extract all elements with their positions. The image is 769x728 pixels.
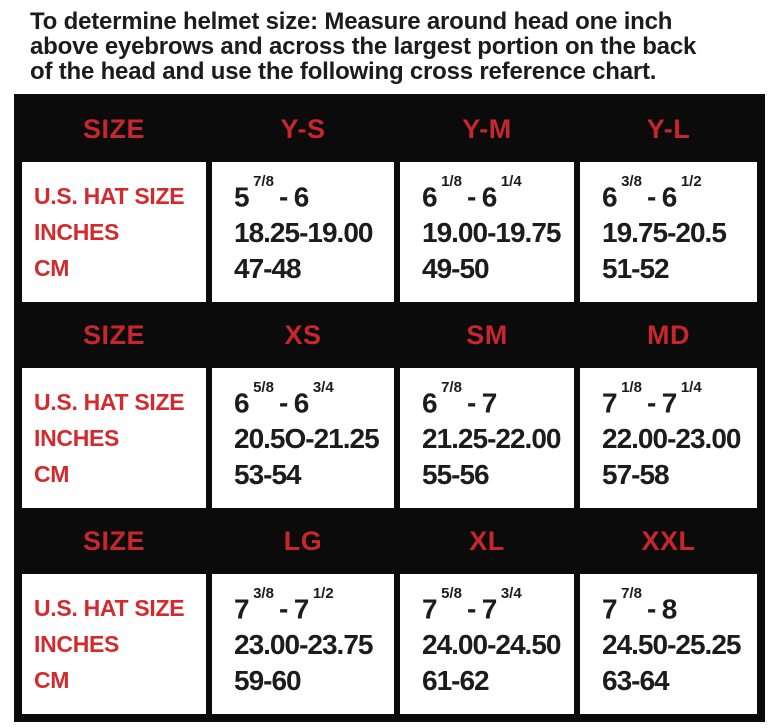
size-option-xxl: XXL	[641, 525, 696, 556]
size-cell-y-m	[400, 162, 574, 302]
cm-value: 57-58	[602, 459, 669, 491]
size-cell-xl	[400, 574, 574, 714]
hat-size-value: 6 $^{3/8}$ - 6 $^{1/2}$	[602, 173, 702, 213]
size-cell-md	[580, 368, 757, 508]
row-labels-cell	[22, 368, 206, 508]
row-label-inches: INCHES	[34, 219, 120, 245]
size-data-row-adult-large	[22, 574, 757, 714]
size-cell-lg	[212, 574, 394, 714]
size-option-y-l: Y-L	[646, 113, 691, 144]
inches-value: 22.00-23.00	[602, 423, 741, 455]
size-data-row-youth	[22, 162, 757, 302]
inches-value: 19.75-20.5	[602, 217, 726, 249]
hat-size-value: 7 $^{1/8}$ - 7 $^{1/4}$	[602, 379, 702, 419]
cm-value: 53-54	[234, 459, 301, 491]
size-cell-y-l	[580, 162, 757, 302]
cm-value: 49-50	[422, 253, 489, 285]
size-chart-table	[14, 94, 765, 722]
inches-value: 23.00-23.75	[234, 629, 373, 661]
hat-size-value: 7 $^{3/8}$ - 7 $^{1/2}$	[234, 585, 334, 625]
inches-value: 24.00-24.50	[422, 629, 561, 661]
size-option-xs: XS	[284, 319, 322, 350]
intro-text	[0, 0, 769, 84]
cm-value: 47-48	[234, 253, 301, 285]
row-label-hat-size: U.S. HAT SIZE	[34, 595, 185, 621]
hat-size-value: 6 $^{1/8}$ - 6 $^{1/4}$	[422, 173, 522, 213]
cm-value: 55-56	[422, 459, 489, 491]
intro-line-1: To determine helmet size: Measure around head one inch	[30, 8, 673, 35]
hat-size-value: 7 $^{7/8}$ - 8	[602, 585, 677, 625]
size-header-label: SIZE	[82, 113, 145, 144]
intro-line-3: of the head and use the following cross reference chart.	[30, 58, 657, 85]
row-label-inches: INCHES	[34, 631, 120, 657]
size-cell-xs	[212, 368, 394, 508]
inches-value: 19.00-19.75	[422, 217, 561, 249]
size-header-row-youth	[22, 102, 757, 156]
row-labels-cell	[22, 574, 206, 714]
hat-size-value: 5 $^{7/8}$ - 6	[234, 173, 309, 213]
size-cell-xxl	[580, 574, 757, 714]
row-label-inches: INCHES	[34, 425, 120, 451]
size-option-md: MD	[647, 319, 690, 350]
cm-value: 59-60	[234, 665, 301, 697]
size-option-y-s: Y-S	[280, 113, 326, 144]
inches-value: 20.5O-21.25	[234, 423, 379, 455]
cm-value: 63-64	[602, 665, 669, 697]
cm-value: 51-52	[602, 253, 669, 285]
row-labels-cell	[22, 162, 206, 302]
size-header-row-adult-small	[22, 308, 757, 362]
hat-size-value: 6 $^{7/8}$ - 7	[422, 379, 497, 419]
intro-line-2: above eyebrows and across the largest portion on the back	[30, 33, 697, 60]
cm-value: 61-62	[422, 665, 489, 697]
row-label-cm: CM	[34, 461, 70, 487]
size-data-row-adult-small	[22, 368, 757, 508]
size-option-xl: XL	[469, 525, 505, 556]
size-header-label: SIZE	[82, 525, 145, 556]
size-header-row-adult-large	[22, 514, 757, 568]
inches-value: 21.25-22.00	[422, 423, 561, 455]
row-label-cm: CM	[34, 667, 70, 693]
size-header-label: SIZE	[82, 319, 145, 350]
size-option-lg: LG	[283, 525, 323, 556]
size-cell-sm	[400, 368, 574, 508]
hat-size-value: 7 $^{5/8}$ - 7 $^{3/4}$	[422, 585, 522, 625]
row-label-hat-size: U.S. HAT SIZE	[34, 183, 185, 209]
size-cell-y-s	[212, 162, 394, 302]
row-label-hat-size: U.S. HAT SIZE	[34, 389, 185, 415]
size-option-y-m: Y-M	[462, 113, 512, 144]
hat-size-value: 6 $^{5/8}$ - 6 $^{3/4}$	[234, 379, 334, 419]
row-label-cm: CM	[34, 255, 70, 281]
size-option-sm: SM	[466, 319, 508, 350]
inches-value: 18.25-19.00	[234, 217, 373, 249]
inches-value: 24.50-25.25	[602, 629, 741, 661]
